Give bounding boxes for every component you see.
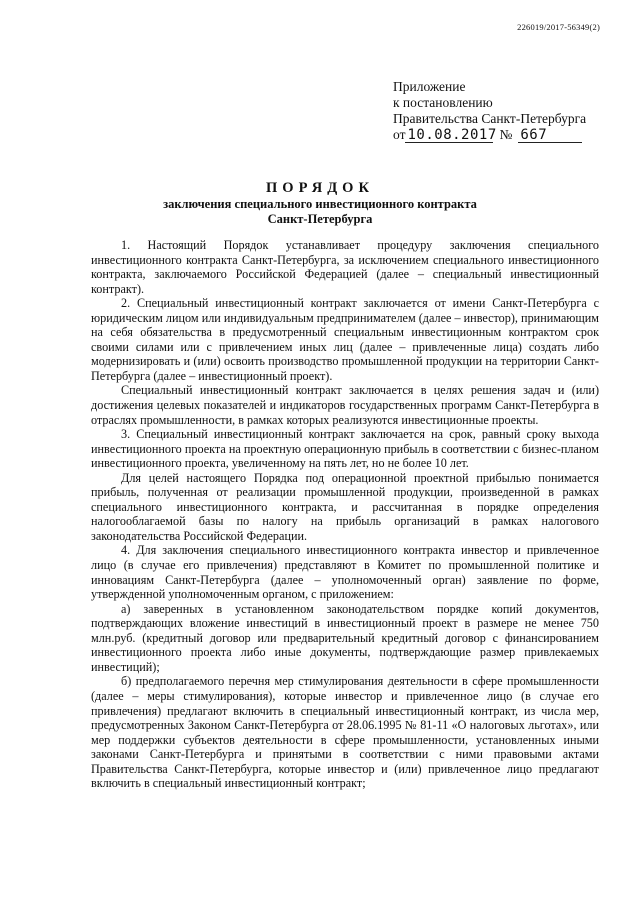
date-from-label: от [393,127,406,142]
paragraph-6: 4. Для заключения специального инвестиционного контракта инвестор и привлеченное лицо (в случае его привлечения) представляют в Комитет по промышленной политике и инновациям Санкт-Петербурга (далее – уполномоченный орган) заявление по форме, утвержденной уполномоченным органом, с приложением: [91,543,599,602]
appendix-line-3: Правительства Санкт-Петербурга [393,111,587,126]
document-subtitle-line-1: заключения специального инвестиционного контракта [163,197,477,211]
document-subtitle-line-2: Санкт-Петербурга [267,212,373,226]
paragraph-7: а) заверенных в установленном законодательством порядке копий документов, подтверждающих вложение инвестиций в инвестиционный проект в размере не менее 750 млн.руб. (кредитный договор или предварительный кредитный договор с финансированием инвестиционного проекта либо иные документы, подтверждающие размер привлекаемых инвестиций); [91,601,599,674]
appendix-date-number-line [393,127,586,143]
paragraph-3: Специальный инвестиционный контракт заключается в целях решения задач и (или) достижения целевых показателей и индикаторов государственных программ Санкт-Петербурга в отраслях промышленности, в рамках которых реализуются инвестиционные проекты. [91,383,599,427]
paragraph-8: б) предполагаемого перечня мер стимулирования деятельности в сфере промышленности (далее – меры стимулирования), которые инвестор и привлеченное лицо (в случае его привлечения) предлагают включить в специальный инвестиционный контракт, из числа мер, предусмотренных Законом Санкт-Петербурга от 28.06.1995 № 81-11 «О налоговых льготах», или мер поддержки субъектов деятельности в сфере промышленности, установленных иными законами Санкт-Петербурга и принятыми в соответствии с ними правовыми актами Правительства Санкт-Петербурга, которые инвестор и (или) привлеченное лицо предлагают включить в специальный инвестиционный контракт; [91,674,599,791]
appendix-line-2: к постановлению [393,95,493,110]
appendix-line-1: Приложение [393,79,466,94]
paragraph-4: 3. Специальный инвестиционный контракт заключается на срок, равный сроку выхода инвестиционного проекта на проектную операционную прибыль в соответствии с бизнес-планом инвестиционного проекта, увеличенному на пять лет, но не более 10 лет. [91,427,599,471]
paragraph-2: 2. Специальный инвестиционный контракт заключается от имени Санкт-Петербурга с юридическим лицом или индивидуальным предпринимателем (далее – инвестор), принимающим на себя обязательства в предусмотренный специальным инвестиционным контрактом срок своими силами или с привлечением иных лиц (далее – привлеченные лица) создать либо модернизировать и (или) освоить производство промышленной продукции на территории Санкт-Петербурга (далее – инвестиционный проект). [91,296,599,383]
title-block [0,179,640,227]
appendix-block [393,79,586,143]
resolution-date: 10.08.2017 [407,127,497,143]
document-title: ПОРЯДОК [266,180,374,196]
resolution-number: 667 [518,128,582,143]
document-body [91,238,599,791]
document-id: 226019/2017-56349(2) [517,22,600,32]
number-sign: № [499,127,513,142]
paragraph-5: Для целей настоящего Порядка под операционной проектной прибылью понимается прибыль, полученная от реализации промышленной продукции, произведенной в рамках специального инвестиционного контракта, и рассчитанная в порядке определения налогооблагаемой базы по налогу на прибыль организаций в рамках налогового законодательства Российской Федерации. [91,470,599,543]
paragraph-1: 1. Настоящий Порядок устанавливает процедуру заключения специального инвестиционного контракта Санкт-Петербурга, за исключением специального инвестиционного контракта, заключаемого Российской Федерацией (далее – специальный инвестиционный контракт). [91,238,599,296]
